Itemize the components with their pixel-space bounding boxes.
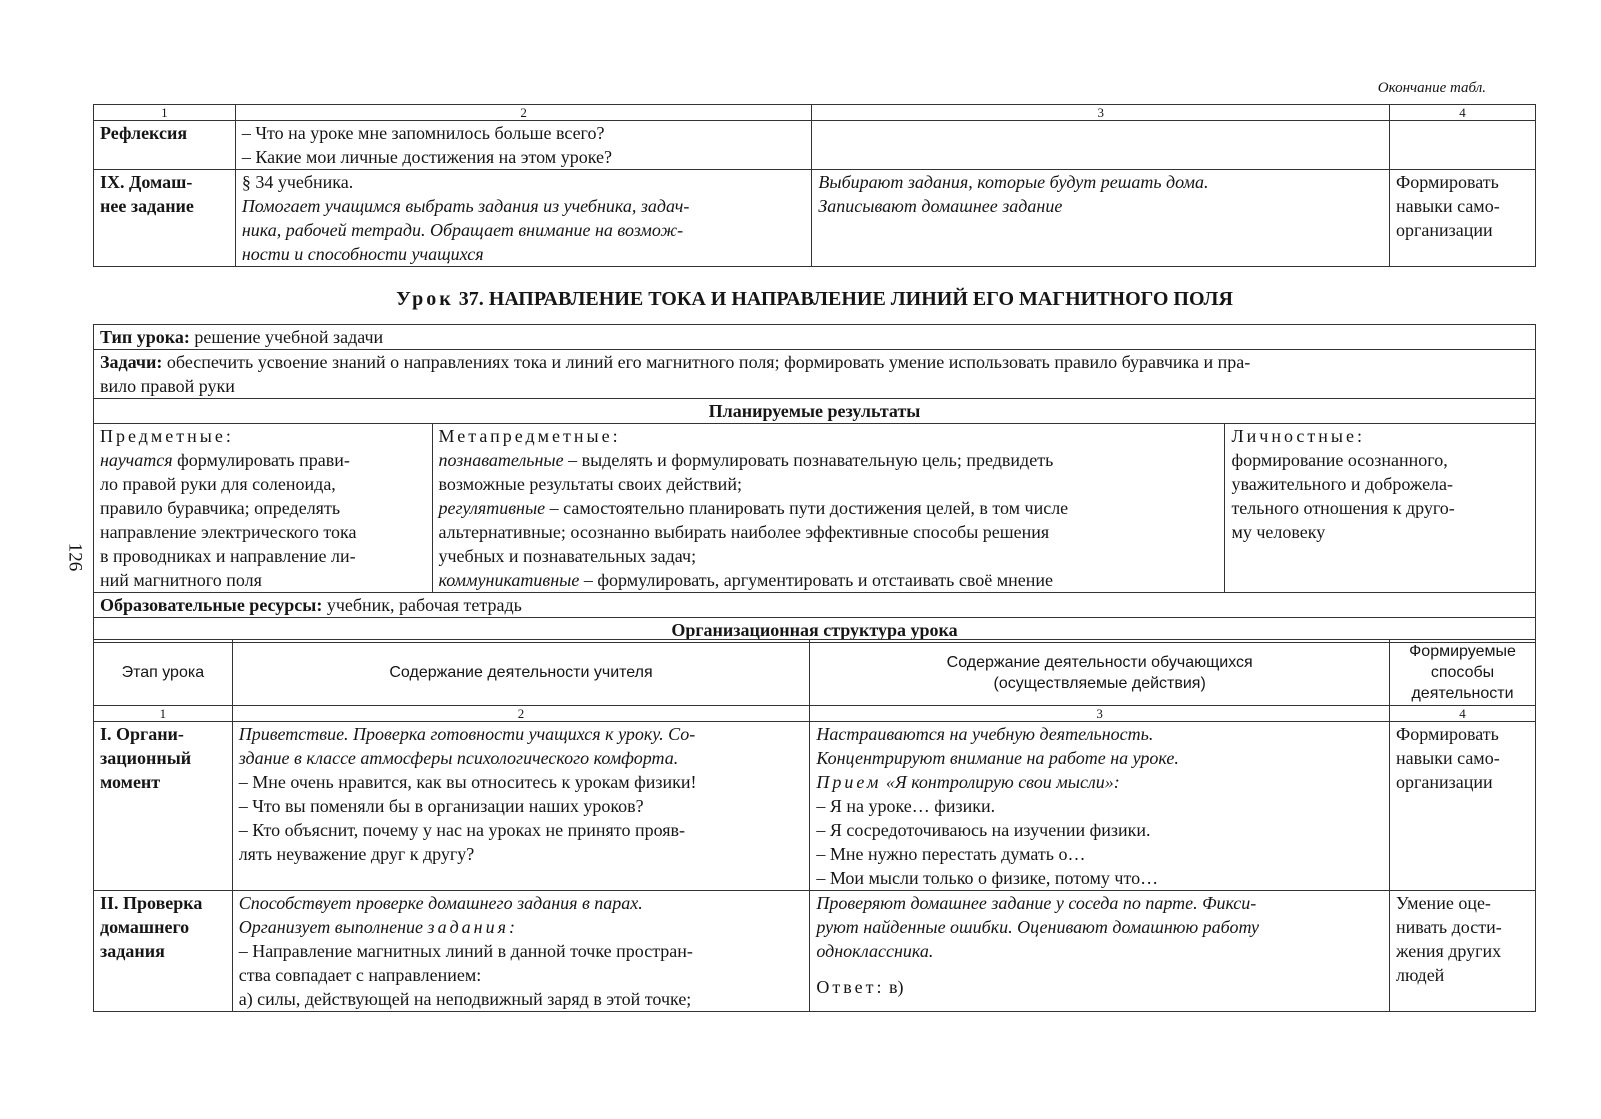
text-line: – Мои мысли только о физике, потому что… xyxy=(816,868,1159,888)
tasks-row xyxy=(94,350,1536,399)
text-line: Формировать xyxy=(1396,172,1499,192)
col-number: 3 xyxy=(812,105,1390,121)
answer-label: Ответ: xyxy=(816,977,885,997)
planned-results-heading: Планируемые результаты xyxy=(94,399,1536,424)
text-line: – Я сосредоточиваюсь на изучении физики. xyxy=(816,820,1151,840)
personal-results-label: Личностные: xyxy=(1231,426,1365,446)
text-line: нивать дости- xyxy=(1396,917,1502,937)
text-line: IX. Домаш- xyxy=(100,172,193,192)
header-students xyxy=(810,640,1390,706)
text-line: – формулировать, аргументировать и отстаивать своё мнение xyxy=(579,570,1053,590)
table-row xyxy=(94,891,1536,1012)
results-row xyxy=(94,424,1536,593)
text-line: а) силы, действующей на неподвижный заряд в этой точке; xyxy=(238,989,692,1009)
tasks-label: Задачи: xyxy=(100,352,163,372)
technique-value: «Я контролирую свои мысли»: xyxy=(881,772,1120,792)
text-line: навыки само- xyxy=(1396,748,1500,768)
teacher-cell xyxy=(232,891,810,1012)
text-line: – Направление магнитных линий в данной точке простран- xyxy=(238,941,693,961)
text-line: здание в классе атмосферы психологического комфорта. xyxy=(238,748,679,768)
text-line: – самостоятельно планировать пути достижения целей, в том числе xyxy=(545,498,1069,518)
text-line: (осуществляемые действия) xyxy=(993,674,1206,692)
col-number: 1 xyxy=(94,105,236,121)
text-line: Настраиваются на учебную деятельность. xyxy=(816,724,1154,744)
task-word: задания: xyxy=(427,917,518,937)
column-number-row xyxy=(94,706,1536,722)
continuation-table xyxy=(93,104,1536,267)
text-line: навыки само- xyxy=(1396,196,1500,216)
students-cell xyxy=(810,722,1390,891)
subject-results-label: Предметные: xyxy=(100,426,234,446)
stage-cell xyxy=(94,170,236,267)
students-cell xyxy=(812,121,1390,170)
skills-cell xyxy=(1390,170,1536,267)
text-line: – выделять и формулировать познавательную цель; предвидеть xyxy=(563,450,1054,470)
lesson-prefix: Урок xyxy=(396,288,454,310)
text-line: Организует выполнение xyxy=(238,917,428,937)
subject-lead: научатся xyxy=(100,450,173,470)
text-line: тельного отношения к друго- xyxy=(1231,498,1455,518)
text-line: Формировать xyxy=(1396,724,1499,744)
stage-cell xyxy=(94,722,233,891)
text-line: – Что на уроке мне запомнилось больше всего? xyxy=(241,123,605,143)
skills-cell xyxy=(1390,722,1536,891)
text-line: организации xyxy=(1396,772,1493,792)
text-line: домашнего xyxy=(100,917,190,937)
resources-row xyxy=(94,593,1536,618)
lesson-structure-table xyxy=(93,639,1536,1012)
text-line: ности и способности учащихся xyxy=(241,244,484,264)
header-stage: Этап урока xyxy=(94,640,233,706)
lesson-info-table xyxy=(93,324,1536,643)
table-row xyxy=(94,722,1536,891)
text-line: деятельности xyxy=(1411,685,1514,702)
text-line: Проверяют домашнее задание у соседа по парте. Фикси- xyxy=(816,893,1257,913)
teacher-cell xyxy=(232,722,810,891)
text-line: Формируемые xyxy=(1409,643,1516,660)
text-line: альтернативные; осознанно выбирать наиболее эффективные способы решения xyxy=(438,522,1050,542)
lesson-type-cell xyxy=(94,325,1536,350)
text-line: возможные результаты своих действий; xyxy=(438,474,742,494)
technique-label: Прием xyxy=(816,772,882,792)
text-line: Записывают домашнее задание xyxy=(818,196,1063,216)
regulatory-lead: регулятивные xyxy=(438,498,546,518)
text-line: в проводниках и направление ли- xyxy=(100,546,356,566)
text-line: организации xyxy=(1396,220,1493,240)
header-skills xyxy=(1390,640,1536,706)
text-line: людей xyxy=(1396,965,1445,985)
text-line: учебных и познавательных задач; xyxy=(438,546,697,566)
text-line: § 34 учебника. xyxy=(241,172,354,192)
structure-header-row xyxy=(94,640,1536,706)
text-line: формирование осознанного, xyxy=(1231,450,1448,470)
text-line: руют найденные ошибки. Оценивают домашнюю работу xyxy=(816,917,1260,937)
text-line: вило правой руки xyxy=(100,376,235,396)
header-teacher: Содержание деятельности учителя xyxy=(232,640,810,706)
col-number: 2 xyxy=(235,105,812,121)
text-line: ло правой руки для соленоида, xyxy=(100,474,336,494)
lesson-title xyxy=(93,288,1536,311)
text-line: II. Проверка xyxy=(100,893,203,913)
text-line: му человеку xyxy=(1231,522,1326,542)
col-number: 3 xyxy=(810,706,1390,722)
text-line: – Кто объяснит, почему у нас на уроках не принято прояв- xyxy=(238,820,686,840)
text-line: Помогает учащимся выбрать задания из учебника, задач- xyxy=(241,196,690,216)
students-cell xyxy=(810,891,1390,1012)
table-row xyxy=(94,170,1536,267)
text-line: ника, рабочей тетради. Обращает внимание на возмож- xyxy=(241,220,684,240)
meta-results-cell xyxy=(432,424,1225,593)
lesson-type-label: Тип урока: xyxy=(100,327,190,347)
continuation-note: Окончание табл. xyxy=(1377,80,1486,96)
col-number: 1 xyxy=(94,706,233,722)
communicative-lead: коммуникативные xyxy=(438,570,580,590)
structure-heading: Организационная структура урока xyxy=(94,618,1536,643)
text-line: лять неуважение друг к другу? xyxy=(238,844,475,864)
resources-value: учебник, рабочая тетрадь xyxy=(326,595,522,615)
text-line: Содержание деятельности обучающихся xyxy=(946,653,1253,671)
resources-label: Образовательные ресурсы: xyxy=(100,595,323,615)
text-line: задания xyxy=(100,941,165,961)
text-line: правило буравчика; определять xyxy=(100,498,341,518)
col-number: 4 xyxy=(1390,105,1536,121)
cognitive-lead: познавательные xyxy=(438,450,564,470)
col-number: 2 xyxy=(232,706,810,722)
text-line: зационный xyxy=(100,748,192,768)
text-line: – Какие мои личные достижения на этом уроке? xyxy=(241,147,612,167)
text-line: жения других xyxy=(1396,941,1502,961)
answer-value: в) xyxy=(884,977,904,997)
personal-results-cell xyxy=(1225,424,1536,593)
text-line: направление электрического тока xyxy=(100,522,357,542)
text-line: ства совпадает с направлением: xyxy=(238,965,482,985)
text-line: Приветствие. Проверка готовности учащихся к уроку. Со- xyxy=(238,724,696,744)
text-line: Способствует проверке домашнего задания в парах. xyxy=(238,893,643,913)
text-line: обеспечить усвоение знаний о направлениях тока и линий его магнитного поля; формировать умение использовать правило буравчика и пра- xyxy=(166,352,1251,372)
text-line: – Что вы поменяли бы в организации наших уроков? xyxy=(238,796,644,816)
students-cell xyxy=(812,170,1390,267)
resources-cell xyxy=(94,593,1536,618)
lesson-title-text: 37. НАПРАВЛЕНИЕ ТОКА И НАПРАВЛЕНИЕ ЛИНИЙ ЕГО МАГНИТНОГО ПОЛЯ xyxy=(458,288,1233,310)
text-line: формулировать прави- xyxy=(172,450,350,470)
skills-cell xyxy=(1390,121,1536,170)
lesson-type-value: решение учебной задачи xyxy=(194,327,384,347)
page-number: 126 xyxy=(64,542,86,572)
text-line: способы xyxy=(1430,664,1495,681)
text-line: момент xyxy=(100,772,161,792)
col-number: 4 xyxy=(1390,706,1536,722)
planned-results-header-row xyxy=(94,399,1536,424)
meta-results-label: Метапредметные: xyxy=(438,426,621,446)
stage-cell xyxy=(94,891,233,1012)
subject-results-cell xyxy=(94,424,433,593)
text-line: нее задание xyxy=(100,196,194,216)
text-line: ний магнитного поля xyxy=(100,570,262,590)
column-number-row xyxy=(94,105,1536,121)
text-line: уважительного и доброжела- xyxy=(1231,474,1454,494)
text-line: одноклассника. xyxy=(816,941,934,961)
text-line: – Мне нужно перестать думать о… xyxy=(816,844,1086,864)
text-line: – Я на уроке… физики. xyxy=(816,796,996,816)
teacher-cell xyxy=(235,121,812,170)
text-line: Выбирают задания, которые будут решать дома. xyxy=(818,172,1209,192)
text-line: – Мне очень нравится, как вы относитесь к урокам физики! xyxy=(238,772,697,792)
lesson-type-row xyxy=(94,325,1536,350)
text-line: Умение оце- xyxy=(1396,893,1491,913)
stage-cell: Рефлексия xyxy=(94,121,236,170)
tasks-cell xyxy=(94,350,1536,399)
text-line: I. Органи- xyxy=(100,724,184,744)
text-line: Концентрируют внимание на работе на уроке. xyxy=(816,748,1179,768)
table-row xyxy=(94,121,1536,170)
teacher-cell xyxy=(235,170,812,267)
skills-cell xyxy=(1390,891,1536,1012)
